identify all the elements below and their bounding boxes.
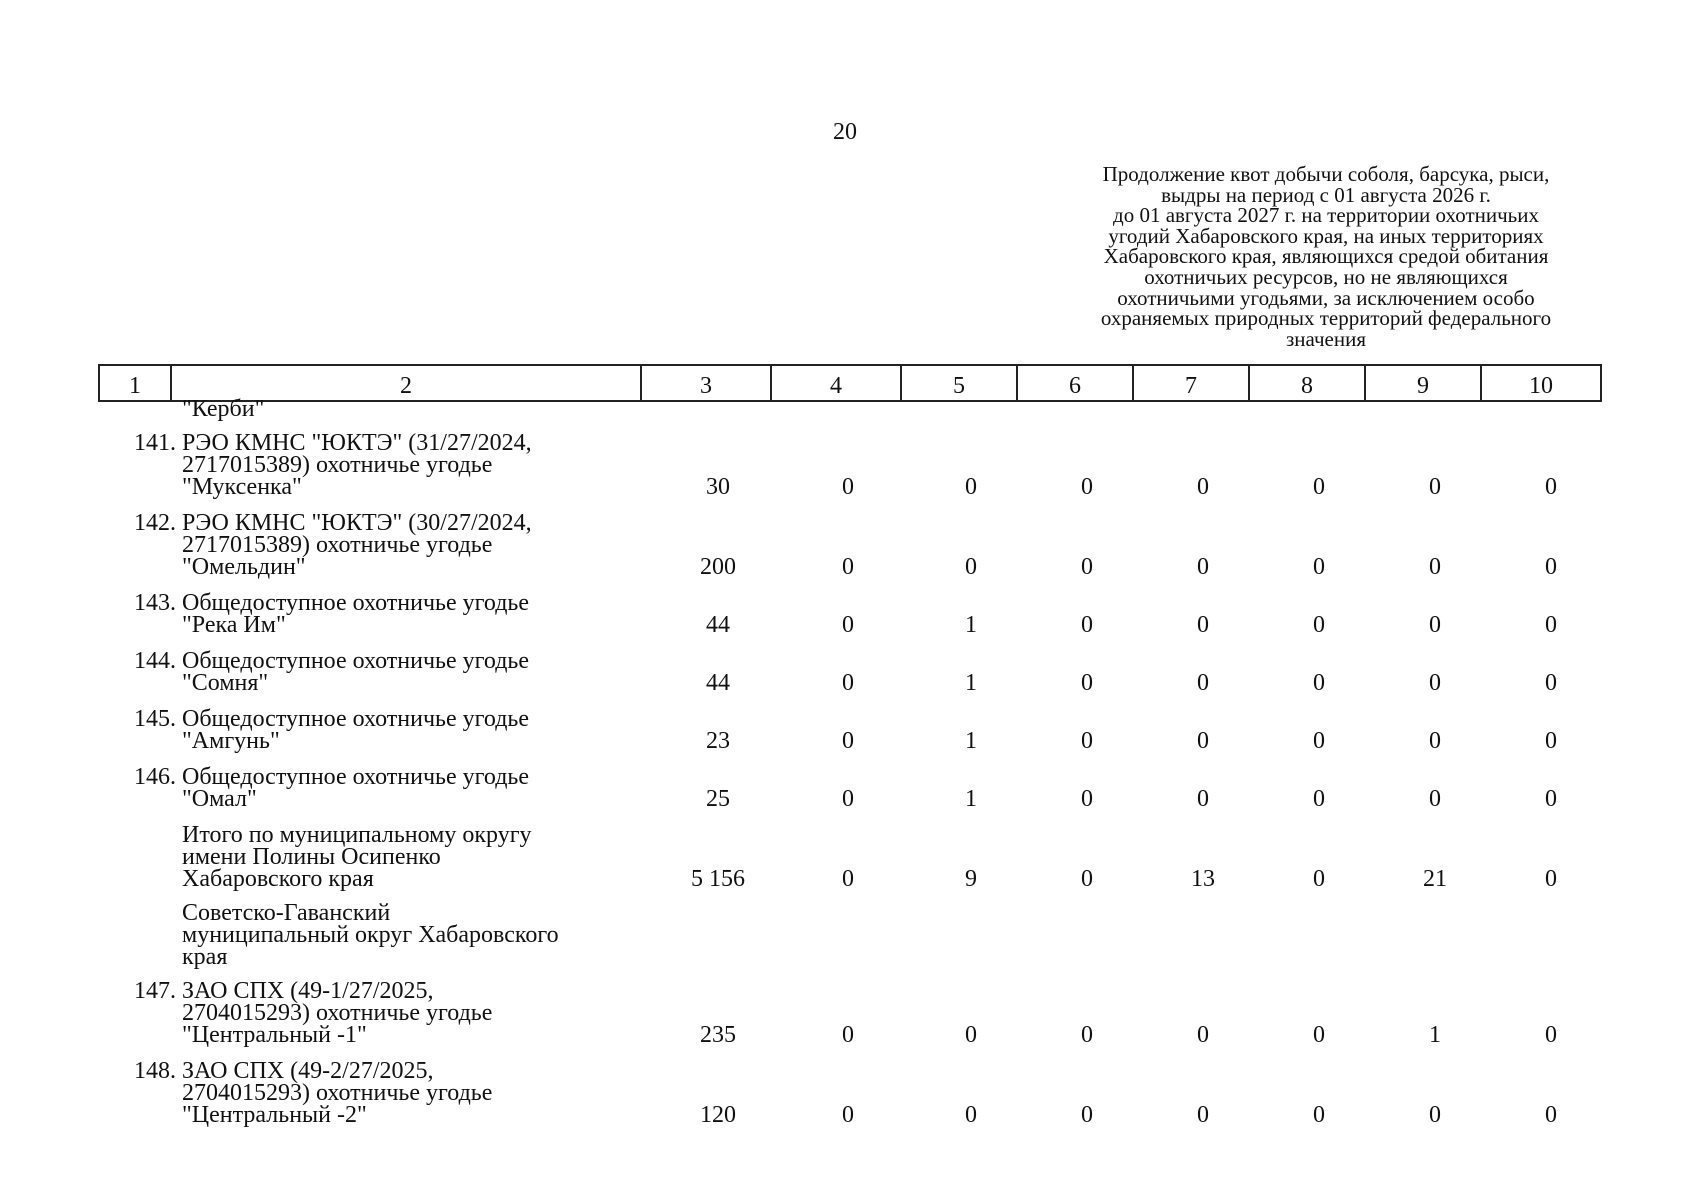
value-cell: 0 xyxy=(1313,728,1325,754)
row-name: РЭО КМНС "ЮКТЭ" (30/27/2024, 2717015389) охотничье угодье "Омельдин" xyxy=(182,510,532,580)
value-cell: 0 xyxy=(1081,1102,1093,1128)
table-row xyxy=(98,766,1609,810)
value-cell: 0 xyxy=(1081,612,1093,638)
value-cell: 0 xyxy=(1545,1102,1557,1128)
value-cell: 0 xyxy=(1197,670,1209,696)
value-cell: 0 xyxy=(1429,786,1441,812)
value-cell: 0 xyxy=(1081,786,1093,812)
row-number: 144. xyxy=(134,648,176,674)
value-cell: 0 xyxy=(842,1102,854,1128)
value-cell: 0 xyxy=(1197,554,1209,580)
table-row xyxy=(98,902,1609,968)
value-cell: 0 xyxy=(842,612,854,638)
row-name: Общедоступное охотничье угодье "Сомня" xyxy=(182,648,530,696)
table-row xyxy=(98,592,1609,636)
row-number: 145. xyxy=(134,706,176,732)
header-cell: 10 xyxy=(1481,365,1601,401)
value-cell: 0 xyxy=(1545,1022,1557,1048)
value-cell: 0 xyxy=(1081,728,1093,754)
table-caption xyxy=(1048,164,1604,349)
value-cell: 0 xyxy=(842,866,854,892)
value-cell: 0 xyxy=(1197,474,1209,500)
row-number: 146. xyxy=(134,764,176,790)
value-cell: 0 xyxy=(965,1022,977,1048)
value-cell: 0 xyxy=(1313,1022,1325,1048)
value-cell: 0 xyxy=(1429,670,1441,696)
value-cell: 0 xyxy=(842,670,854,696)
value-cell: 0 xyxy=(1081,474,1093,500)
row-name: Советско-Гаванский муниципальный округ Хабаровского края xyxy=(182,900,559,970)
row-name: ЗАО СПХ (49-2/27/2025, 2704015293) охотничье угодье "Центральный -2" xyxy=(182,1058,493,1128)
caption-line: Хабаровского края, являющихся средой обитания xyxy=(1103,244,1549,269)
row-number: 147. xyxy=(134,978,176,1004)
value-cell: 21 xyxy=(1423,866,1447,892)
header-cell: 6 xyxy=(1017,365,1133,401)
row-number: 141. xyxy=(134,430,176,456)
value-cell: 5 156 xyxy=(691,866,745,892)
table-row xyxy=(98,1060,1609,1126)
value-cell: 0 xyxy=(1429,612,1441,638)
value-cell: 0 xyxy=(1313,474,1325,500)
value-cell: 44 xyxy=(706,612,730,638)
value-cell: 0 xyxy=(1197,612,1209,638)
value-cell: 0 xyxy=(1081,554,1093,580)
value-cell: 0 xyxy=(842,474,854,500)
value-cell: 0 xyxy=(965,1102,977,1128)
caption-line: Продолжение квот добычи соболя, барсука, рыси, xyxy=(1102,162,1550,186)
row-number: 148. xyxy=(134,1058,176,1084)
table-row xyxy=(98,512,1609,578)
value-cell: 0 xyxy=(1197,1022,1209,1048)
value-cell: 0 xyxy=(1313,1102,1325,1128)
header-cell: 5 xyxy=(901,365,1017,401)
header-cell: 7 xyxy=(1133,365,1249,401)
value-cell: 0 xyxy=(965,474,977,500)
value-cell: 0 xyxy=(1545,474,1557,500)
value-cell: 23 xyxy=(706,728,730,754)
row-name: Общедоступное охотничье угодье "Омал" xyxy=(182,764,530,812)
value-cell: 1 xyxy=(1429,1022,1441,1048)
row-name: ЗАО СПХ (49-1/27/2025, 2704015293) охотничье угодье "Центральный -1" xyxy=(182,978,493,1048)
value-cell: 0 xyxy=(1313,554,1325,580)
table-row xyxy=(98,980,1609,1046)
table-row xyxy=(98,650,1609,694)
value-cell: 200 xyxy=(700,554,736,580)
value-cell: 1 xyxy=(965,786,977,812)
value-cell: 0 xyxy=(1081,866,1093,892)
value-cell: 0 xyxy=(1313,866,1325,892)
value-cell: 1 xyxy=(965,612,977,638)
value-cell: 0 xyxy=(1313,670,1325,696)
header-cell: 4 xyxy=(771,365,901,401)
caption-line: до 01 августа 2027 г. на территории охотничьих xyxy=(1113,203,1539,228)
row-name: Общедоступное охотничье угодье "Амгунь" xyxy=(182,706,530,754)
value-cell: 235 xyxy=(700,1022,736,1048)
header-cell: 3 xyxy=(641,365,771,401)
value-cell: 0 xyxy=(1313,612,1325,638)
value-cell: 0 xyxy=(1545,554,1557,580)
value-cell: 1 xyxy=(965,670,977,696)
table-row xyxy=(98,824,1609,890)
value-cell: 0 xyxy=(842,554,854,580)
caption-line: угодий Хабаровского края, на иных территориях xyxy=(1108,223,1544,248)
value-cell: 0 xyxy=(1197,786,1209,812)
value-cell: 13 xyxy=(1191,866,1215,892)
value-cell: 0 xyxy=(1545,670,1557,696)
value-cell: 0 xyxy=(965,554,977,580)
row-number: 143. xyxy=(134,590,176,616)
table-row xyxy=(98,432,1609,498)
value-cell: 25 xyxy=(706,786,730,812)
value-cell: 0 xyxy=(1313,786,1325,812)
row-number: 142. xyxy=(134,510,176,536)
value-cell: 0 xyxy=(1545,866,1557,892)
caption-line: выдры на период с 01 августа 2026 г. xyxy=(1161,182,1491,207)
value-cell: 0 xyxy=(1081,670,1093,696)
row-name: РЭО КМНС "ЮКТЭ" (31/27/2024, 2717015389) охотничье угодье "Муксенка" xyxy=(182,430,532,500)
value-cell: 0 xyxy=(1429,554,1441,580)
value-cell: 0 xyxy=(842,728,854,754)
header-cell: 8 xyxy=(1249,365,1365,401)
caption-line: охотничьими угодьями, за исключением особо xyxy=(1117,285,1535,310)
page-number: 20 xyxy=(833,119,857,145)
value-cell: 0 xyxy=(1545,612,1557,638)
caption-line: охотничьих ресурсов, но не являющихся xyxy=(1144,264,1508,289)
caption-line: охраняемых природных территорий федерального xyxy=(1100,306,1552,331)
value-cell: 9 xyxy=(965,866,977,892)
value-cell: 0 xyxy=(842,1022,854,1048)
value-cell: 0 xyxy=(1429,1102,1441,1128)
value-cell: 120 xyxy=(700,1102,736,1128)
continued-text: "Керби" xyxy=(182,396,265,422)
value-cell: 0 xyxy=(1429,728,1441,754)
value-cell: 1 xyxy=(965,728,977,754)
column-number-header xyxy=(98,364,1602,402)
table-row xyxy=(98,708,1609,752)
row-name: Общедоступное охотничье угодье "Река Им" xyxy=(182,590,530,638)
caption-line: значения xyxy=(1285,326,1367,351)
value-cell: 0 xyxy=(1429,474,1441,500)
row-name: Итого по муниципальному округу имени Полины Осипенко Хабаровского края xyxy=(182,822,532,892)
value-cell: 0 xyxy=(1081,1022,1093,1048)
value-cell: 0 xyxy=(1197,728,1209,754)
value-cell: 0 xyxy=(1545,728,1557,754)
value-cell: 0 xyxy=(842,786,854,812)
value-cell: 44 xyxy=(706,670,730,696)
header-cell: 1 xyxy=(99,365,171,401)
header-cell: 2 xyxy=(171,365,641,401)
value-cell: 30 xyxy=(706,474,730,500)
value-cell: 0 xyxy=(1197,1102,1209,1128)
value-cell: 0 xyxy=(1545,786,1557,812)
header-cell: 9 xyxy=(1365,365,1481,401)
